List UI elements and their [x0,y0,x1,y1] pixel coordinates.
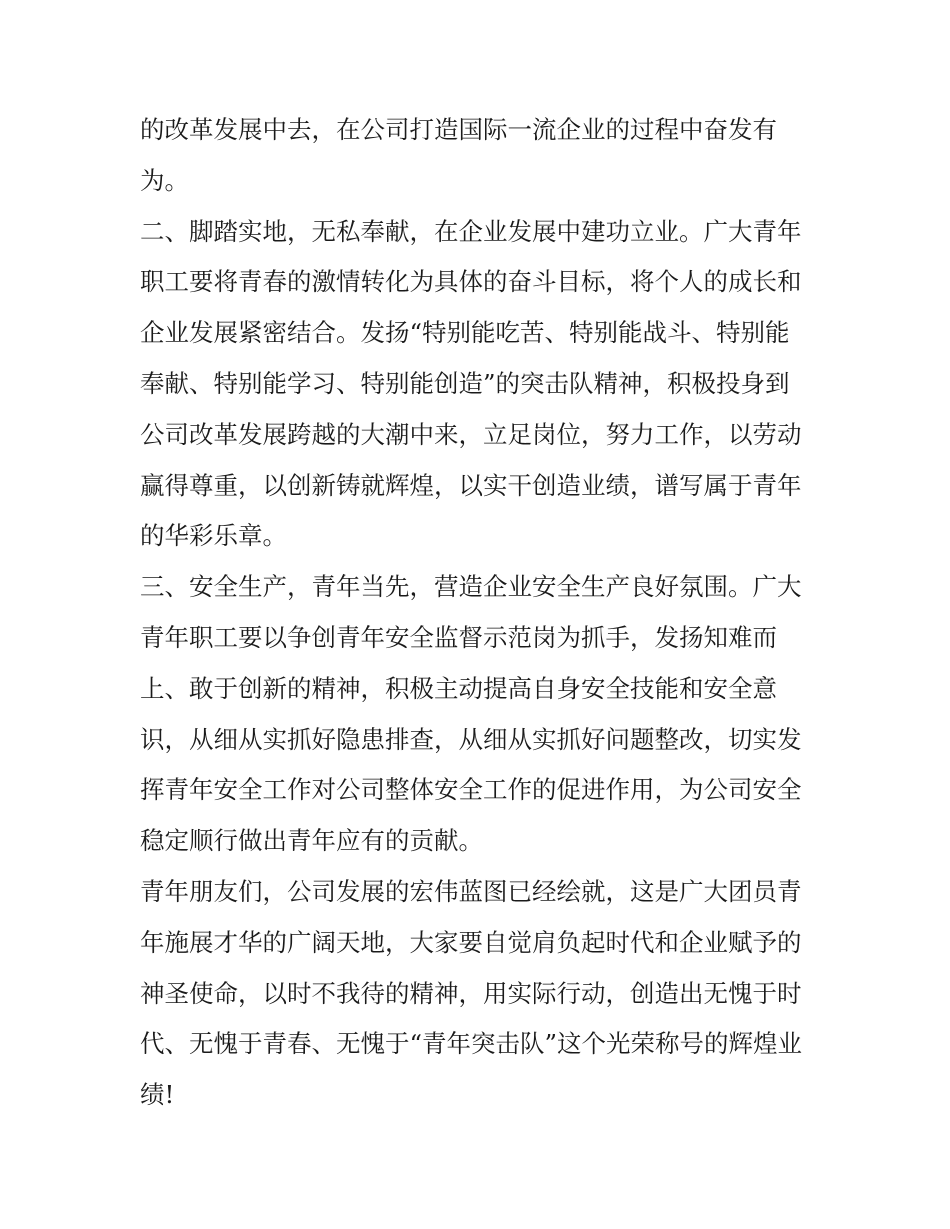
text-line: 为。 [140,165,189,195]
text-line: 的华彩乐章。 [140,521,287,551]
text-line: 绩! [140,1080,175,1110]
text-line: 代、无愧于青春、无愧于“青年突击队”这个光荣称号的辉煌业 [140,1029,803,1059]
text-line: 二、脚踏实地，无私奉献，在企业发展中建功立业。广大青年 [140,216,802,246]
text-line: 三、安全生产，青年当先，营造企业安全生产良好氛围。广大 [140,572,802,602]
text-line: 奉献、特别能学习、特别能创造”的突击队精神，积极投身到 [140,368,790,398]
text-line: 企业发展紧密结合。发扬“特别能吃苦、特别能战斗、特别能 [140,318,790,348]
text-line: 赢得尊重，以创新铸就辉煌，以实干创造业绩，谱写属于青年 [140,470,802,500]
text-line: 稳定顺行做出青年应有的贡献。 [140,826,483,856]
text-line: 年施展才华的广阔天地，大家要自觉肩负起时代和企业赋予的 [140,927,802,957]
text-line: 上、敢于创新的精神，积极主动提高自身安全技能和安全意 [140,673,777,703]
text-line: 青年职工要以争创青年安全监督示范岗为抓手，发扬知难而 [140,622,777,652]
text-line: 职工要将青春的激情转化为具体的奋斗目标，将个人的成长和 [140,267,802,297]
text-line: 识，从细从实抓好隐患排查，从细从实抓好问题整改，切实发 [140,724,802,754]
text-line: 的改革发展中去，在公司打造国际一流企业的过程中奋发有 [140,115,777,144]
text-line: 公司改革发展跨越的大潮中来，立足岗位，努力工作，以劳动 [140,419,802,449]
text-line: 神圣使命，以时不我待的精神，用实际行动，创造出无愧于时 [140,978,802,1008]
text-line: 青年朋友们，公司发展的宏伟蓝图已经绘就，这是广大团员青 [140,876,802,906]
text-line: 挥青年安全工作对公司整体安全工作的促进作用，为公司安全 [140,775,802,805]
document-body [140,105,820,1121]
